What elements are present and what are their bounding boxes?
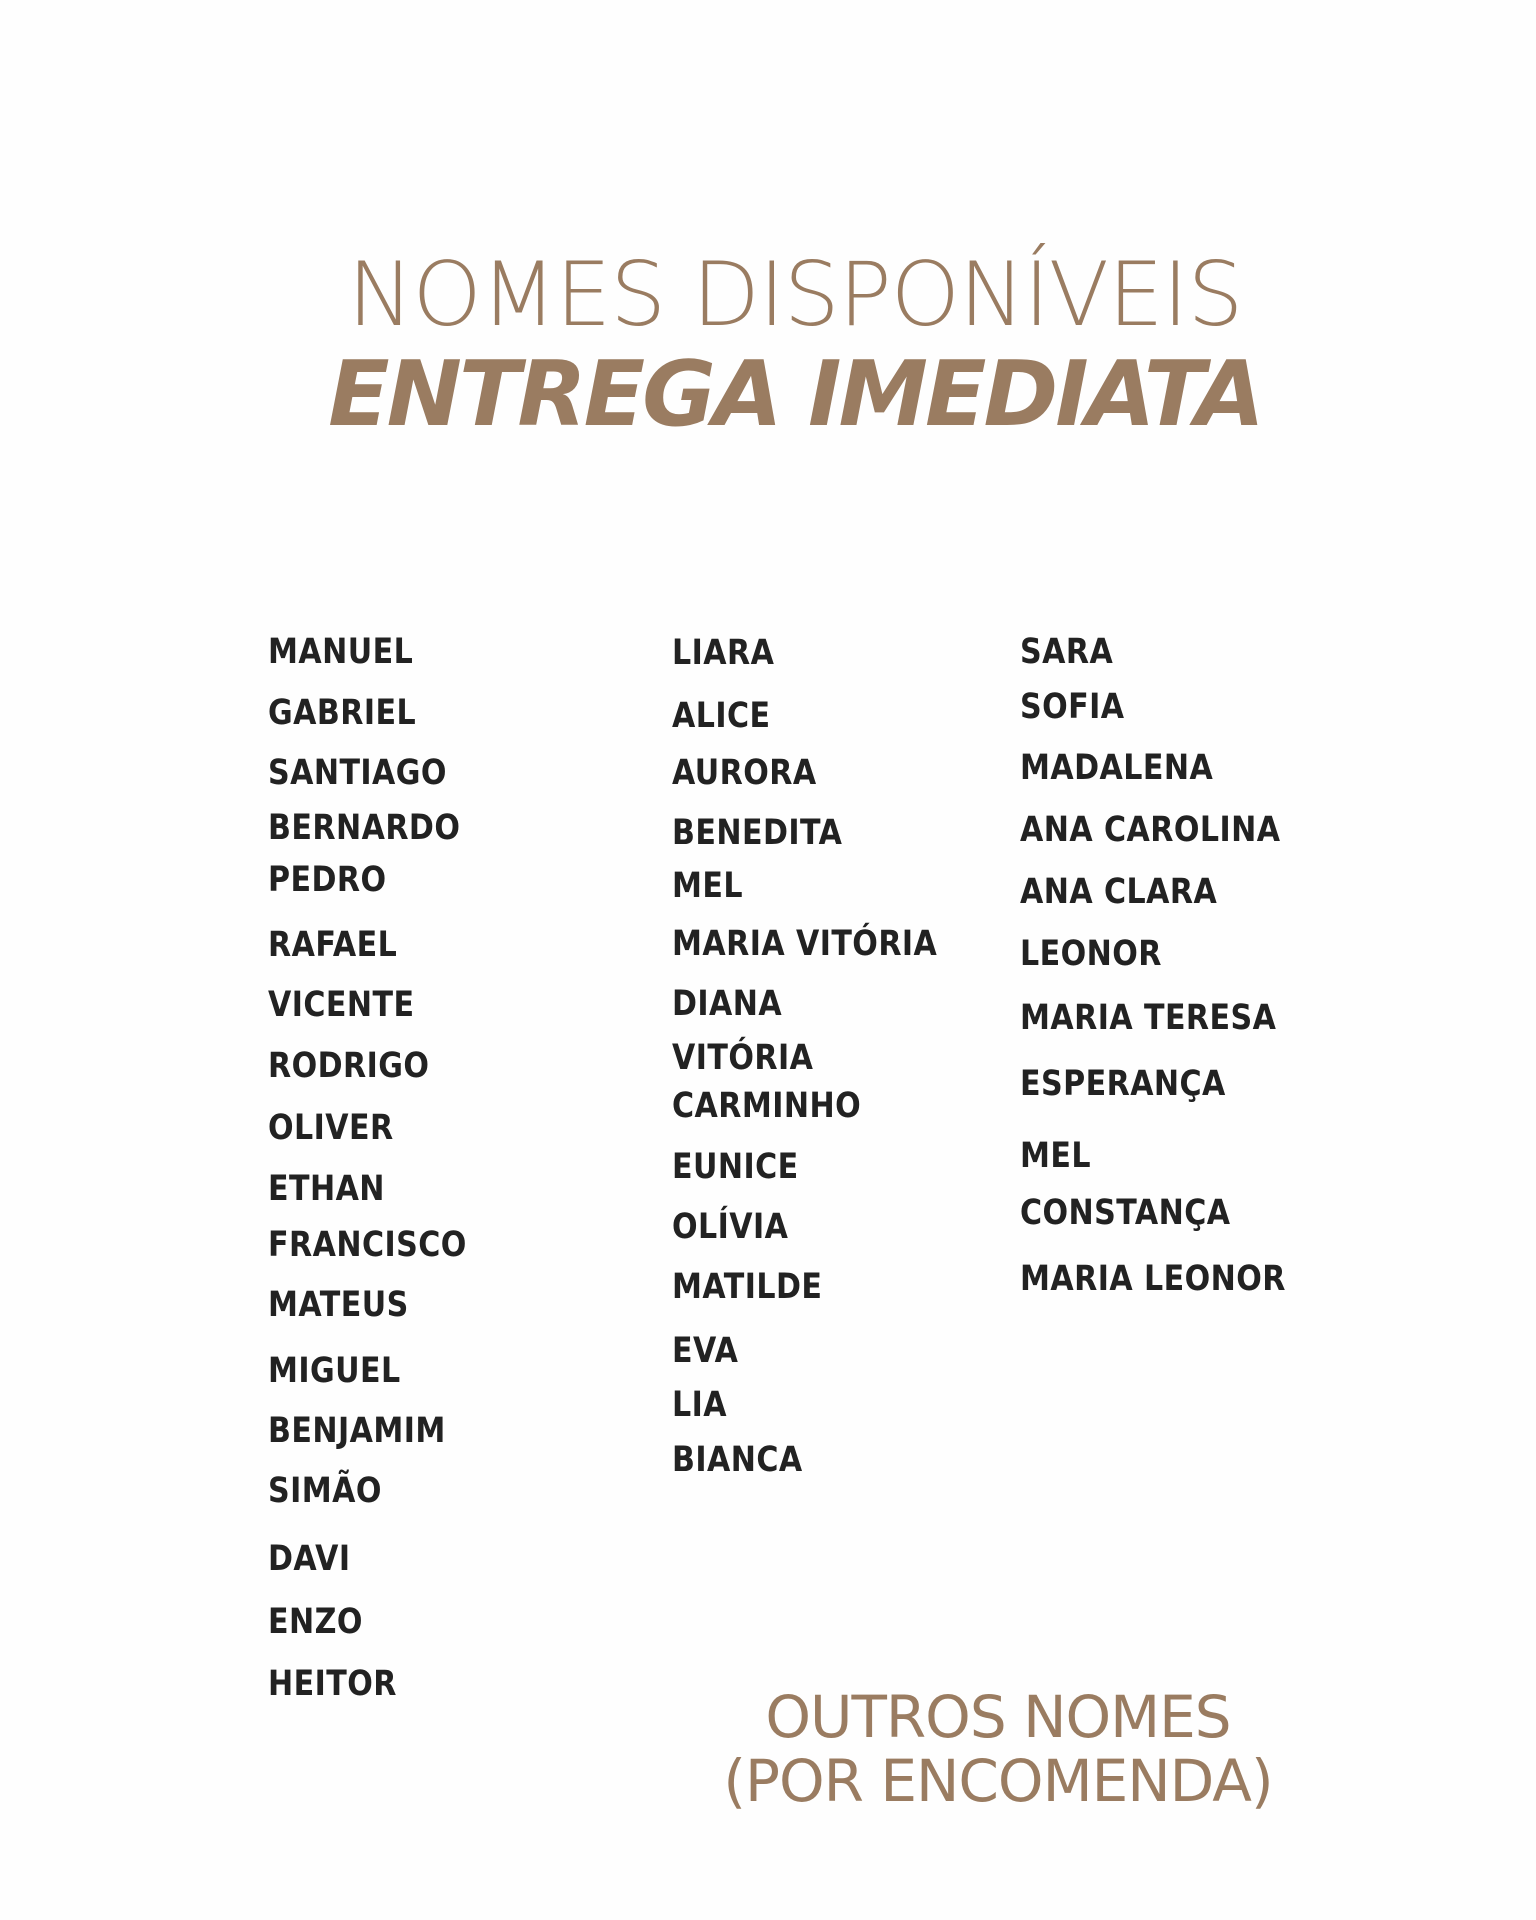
name-item: ETHAN <box>268 1169 385 1209</box>
name-item: BENEDITA <box>672 813 843 853</box>
name-item: OLÍVIA <box>672 1207 789 1247</box>
page-header <box>0 245 1536 445</box>
name-item: MADALENA <box>1020 748 1214 788</box>
name-item: MIGUEL <box>268 1351 401 1391</box>
name-item: CONSTANÇA <box>1020 1193 1231 1233</box>
name-item: MEL <box>672 866 743 906</box>
name-item: HEITOR <box>268 1664 397 1704</box>
name-item: FRANCISCO <box>268 1225 467 1265</box>
name-item: ANA CLARA <box>1020 872 1218 912</box>
name-item: ENZO <box>268 1602 363 1642</box>
page-subtitle: ENTREGA IMEDIATA <box>328 342 1262 447</box>
name-item: EUNICE <box>672 1147 799 1187</box>
name-item: VICENTE <box>268 985 415 1025</box>
name-item: SIMÃO <box>268 1471 382 1511</box>
footer-line-2: (POR ENCOMENDA) <box>723 1747 1273 1815</box>
name-item: SOFIA <box>1020 687 1125 727</box>
name-item: MEL <box>1020 1136 1091 1176</box>
name-item: AURORA <box>672 753 817 793</box>
name-item: CARMINHO <box>672 1086 862 1126</box>
name-item: LIA <box>672 1385 727 1425</box>
name-item: PEDRO <box>268 860 387 900</box>
name-item: OLIVER <box>268 1108 394 1148</box>
name-item: MATEUS <box>268 1285 409 1325</box>
name-item: MARIA VITÓRIA <box>672 924 938 964</box>
name-item: MARIA LEONOR <box>1020 1259 1286 1299</box>
name-item: EVA <box>672 1331 739 1371</box>
name-item: MANUEL <box>268 632 414 672</box>
name-item: ANA CAROLINA <box>1020 810 1281 850</box>
name-item: VITÓRIA <box>672 1038 814 1078</box>
name-item: DAVI <box>268 1539 351 1579</box>
name-item: RAFAEL <box>268 925 398 965</box>
name-item: BIANCA <box>672 1440 803 1480</box>
name-item: BENJAMIM <box>268 1411 446 1451</box>
footer-note <box>678 1685 1318 1813</box>
name-item: LIARA <box>672 633 775 673</box>
name-item: MARIA TERESA <box>1020 998 1277 1038</box>
name-item: BERNARDO <box>268 808 461 848</box>
name-item: GABRIEL <box>268 693 417 733</box>
name-item: SARA <box>1020 632 1114 672</box>
name-item: RODRIGO <box>268 1046 430 1086</box>
name-item: LEONOR <box>1020 934 1162 974</box>
name-item: MATILDE <box>672 1267 823 1307</box>
footer-line-1: OUTROS NOMES <box>765 1683 1231 1751</box>
page-title: NOMES DISPONÍVEIS <box>347 243 1243 346</box>
name-item: SANTIAGO <box>268 753 447 793</box>
name-item: DIANA <box>672 984 783 1024</box>
name-item: ESPERANÇA <box>1020 1064 1226 1104</box>
name-item: ALICE <box>672 696 771 736</box>
